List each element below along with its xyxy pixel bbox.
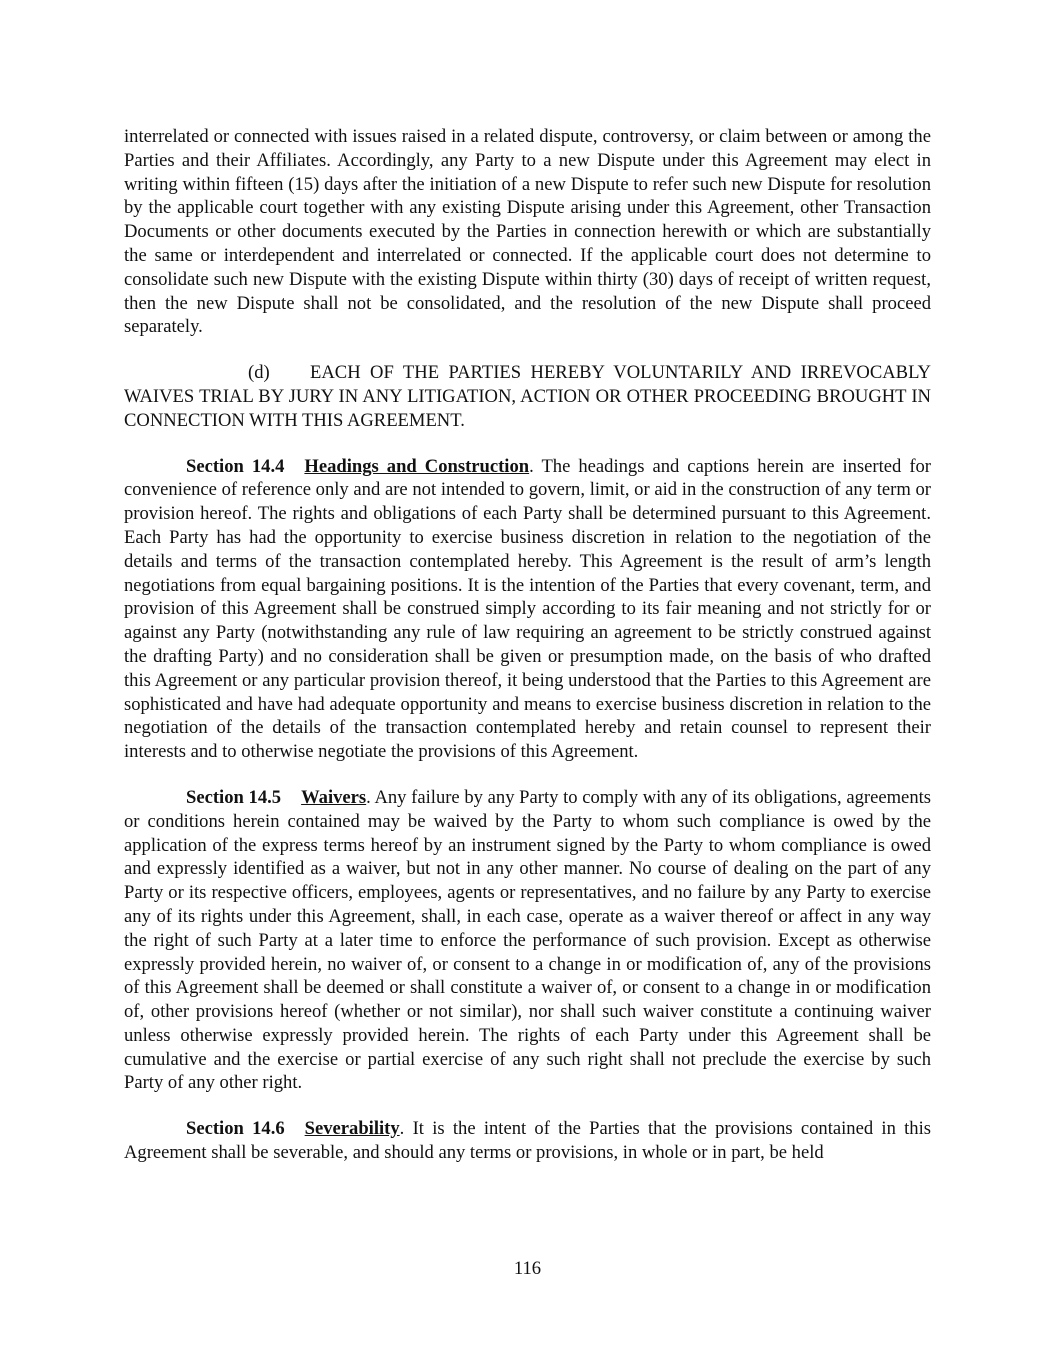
subsection-d xyxy=(124,361,931,432)
section-body: . It is the intent of the Parties that the provisions contained in this Agreement shall be severable, and should any terms or provisions, in whole or in part, be held xyxy=(124,1118,931,1164)
section-title: Severability xyxy=(304,1118,400,1140)
document-page xyxy=(124,125,931,1187)
section-title: Headings and Construction xyxy=(304,455,530,477)
section-14-4 xyxy=(124,455,931,764)
paragraph-continuation: interrelated or connected with issues raised in a related dispute, controversy, or claim between or among the Parties and their Affiliates. Accordingly, any Party to a new Dispute under this Agreement may elect in writing within fifteen (15) days after the initiation of a new Dispute to refer such new Dispute for resolution by the applicable court together with any existing Dispute arising under this Agreement, other Transaction Documents or other documents executed by the Parties in connection herewith or which are substantially the same or interdependent and interrelated or connected. If the applicable court does not determine to consolidate such new Dispute with the existing Dispute within thirty (30) days of receipt of written request, then the new Dispute shall not be consolidated, and the resolution of the new Dispute shall proceed separately. xyxy=(124,126,931,338)
section-14-6 xyxy=(124,1117,931,1165)
section-body: . Any failure by any Party to comply with any of its obligations, agreements or conditions herein contained may be waived by the Party to whom such compliance is owed by the application of the express terms hereof by an instrument signed by the Party to whom compliance is owed and expressly identified as a waiver, but not in any other manner. No course of dealing on the part of any Party or its respective officers, employees, agents or representatives, and no failure by any Party to exercise any of its rights under this Agreement, shall, in each case, operate as a waiver thereof or affect in any way the right of such Party at a later time to enforce the performance of such provision. Except as otherwise expressly provided herein, no waiver of, or consent to a change in or modification of, any of the provisions of this Agreement shall be deemed or shall constitute a waiver of, or consent to a change in or modification of, other provisions hereof (whether or not similar), nor shall such waiver constitute a continuing waiver unless otherwise expressly provided herein. The rights of each Party under this Agreement shall be cumulative and the exercise or partial exercise of any such right shall not preclude the exercise by such Party of any other right. xyxy=(124,786,932,1094)
section-number: Section 14.5 xyxy=(186,786,282,808)
section-title: Waivers xyxy=(301,786,367,808)
section-14-5 xyxy=(124,786,931,1095)
subsection-d-label: (d) xyxy=(248,362,270,384)
section-number: Section 14.6 xyxy=(186,1118,285,1140)
section-body: . The headings and captions herein are inserted for convenience of reference only and are not intended to govern, limit, or aid in the construction of any term or provision hereof. The rights and obligations of each Party shall be determined pursuant to this Agreement. Each Party has had the opportunity to exercise business discretion in relation to the negotiation of the details and terms of the transaction contemplated hereby. This Agreement is the result of arm’s length negotiations from equal bargaining positions. It is the intention of the Parties that every covenant, term, and provision of this Agreement shall be construed simply according to its fair meaning and not strictly for or against any Party (notwithstanding any rule of law requiring an agreement to be strictly construed against the drafting Party) and no consideration shall be given or presumption made, on the basis of who drafted this Agreement or any particular provision thereof, it being understood that the Parties to this Agreement are sophisticated and have had adequate opportunity and means to exercise business discretion in relation to the negotiation of the details of the transaction contemplated hereby and retain counsel to represent their interests and to otherwise negotiate the provisions of this Agreement. xyxy=(124,455,931,763)
subsection-d-text: EACH OF THE PARTIES HEREBY VOLUNTARILY AND IRREVOCABLY WAIVES TRIAL BY JURY IN ANY LITIGATION, ACTION OR OTHER PROCEEDING BROUGHT IN CONNECTION WITH THIS AGREEMENT. xyxy=(124,362,931,431)
page-number: 116 xyxy=(513,1258,542,1279)
section-number: Section 14.4 xyxy=(186,455,285,477)
